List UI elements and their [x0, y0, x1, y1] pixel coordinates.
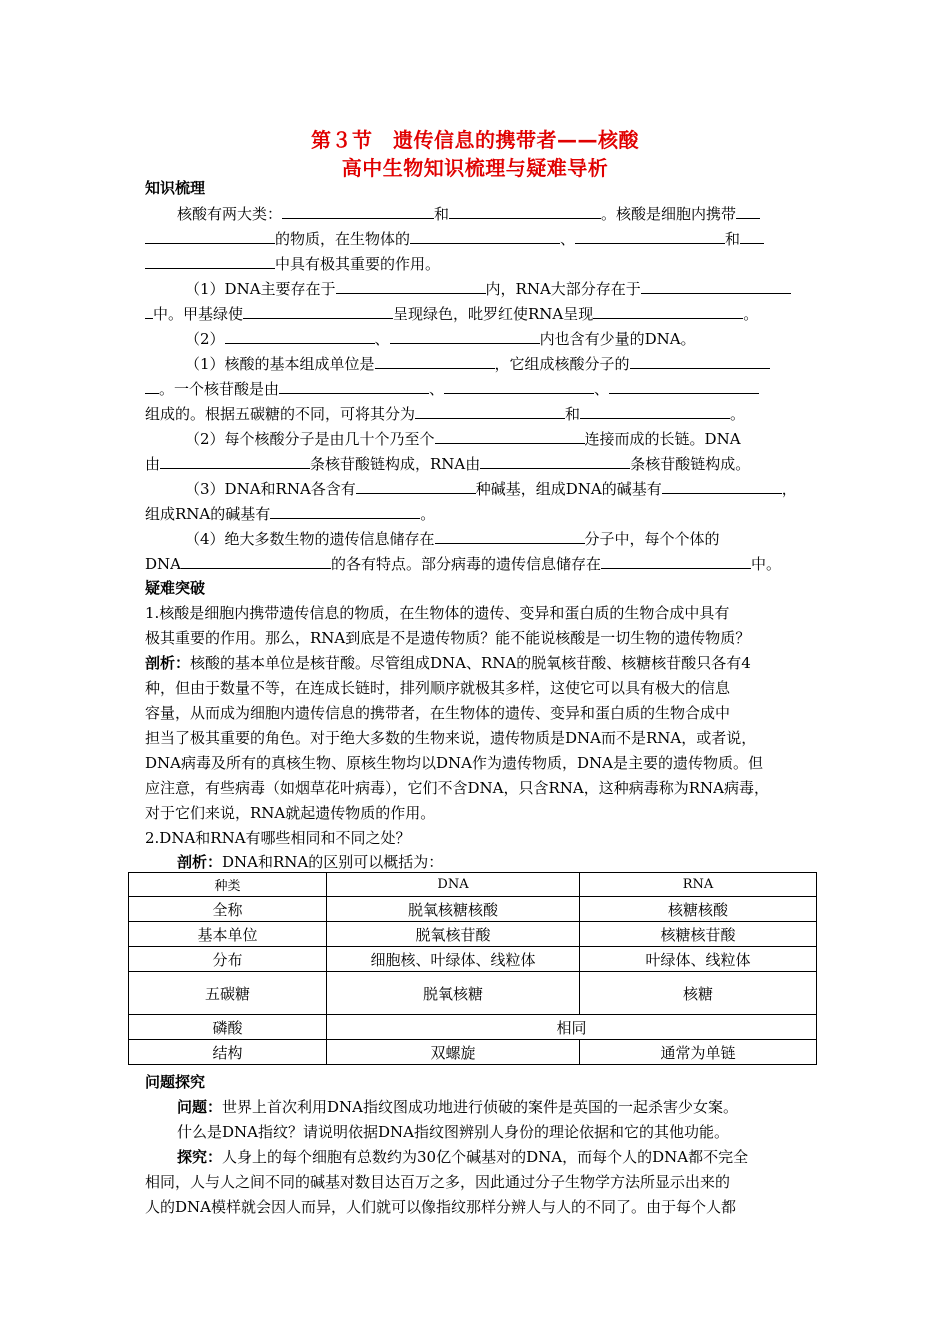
section-heading-knowledge: 知识梳理	[145, 179, 206, 197]
fill-blank[interactable]	[435, 428, 585, 444]
table-cell: 核糖	[580, 972, 817, 1015]
fill-blank[interactable]	[279, 378, 429, 394]
paragraph-line: 探究：人身上的每个细胞有总数约为30亿个碱基对的DNA，而每个人的DNA都不完全	[177, 1148, 749, 1166]
table-row	[129, 1015, 817, 1040]
paragraph-line: （2） 、 内也含有少量的DNA。	[185, 330, 696, 348]
table-cell: 磷酸	[129, 1015, 327, 1040]
fill-blank[interactable]	[740, 228, 764, 244]
paragraph-line: 极其重要的作用。那么，RNA到底是不是遗传物质？能不能说核酸是一切生物的遗传物质？	[145, 629, 751, 647]
table-row	[129, 922, 817, 947]
table-cell: 核糖核苷酸	[580, 922, 817, 947]
paragraph-line: 什么是DNA指纹？请说明依据DNA指纹图辨别人身份的理论依据和它的其他功能。	[177, 1123, 729, 1141]
fill-blank[interactable]	[145, 253, 275, 269]
table-row	[129, 1040, 817, 1065]
fill-blank[interactable]	[390, 328, 540, 344]
fill-blank[interactable]	[444, 378, 594, 394]
fill-blank[interactable]	[736, 203, 760, 219]
paragraph-line: 1.核酸是细胞内携带遗传信息的物质，在生物体的遗传、变异和蛋白质的生物合成中具有	[145, 604, 730, 622]
fill-blank[interactable]	[336, 278, 486, 294]
paragraph-line: 核酸有两大类： 和 。核酸是细胞内携带	[177, 203, 817, 224]
question-label: 问题：	[177, 1098, 223, 1116]
fill-blank[interactable]	[410, 228, 560, 244]
fill-blank[interactable]	[575, 228, 725, 244]
fill-blank[interactable]	[282, 203, 434, 219]
paragraph-line: 组成的。根据五碳糖的不同，可将其分为 和 。	[145, 405, 746, 423]
fill-blank[interactable]	[145, 378, 159, 394]
fill-blank[interactable]	[593, 303, 743, 319]
table-header-row	[129, 873, 817, 897]
table-cell: 结构	[129, 1040, 327, 1065]
paragraph-line: 人的DNA模样就会因人而异，人们就可以像指纹那样分辨人与人的不同了。由于每个人都	[145, 1198, 736, 1216]
fill-blank[interactable]	[243, 303, 393, 319]
paragraph-line: 剖析：核酸的基本单位是核苷酸。尽管组成DNA、RNA的脱氧核苷酸、核糖核苷酸只各有4	[145, 654, 751, 672]
dna-rna-comparison-table	[128, 872, 817, 1065]
paragraph-line: （1）核酸的基本组成单位是 ，它组成核酸分子的	[185, 353, 817, 374]
fill-blank[interactable]	[225, 328, 375, 344]
fill-blank[interactable]	[435, 528, 585, 544]
paragraph-line: （4）绝大多数生物的遗传信息储存在 分子中，每个个体的	[185, 530, 720, 548]
fill-blank[interactable]	[480, 453, 630, 469]
paragraph-line: 组成RNA的碱基有 。	[145, 505, 436, 523]
table-cell: 脱氧核糖	[327, 972, 580, 1015]
table-cell: 五碳糖	[129, 972, 327, 1015]
table-header-cell: RNA	[580, 873, 817, 897]
fill-blank[interactable]	[160, 453, 310, 469]
paragraph-line: 。一个核苷酸是由 、 、	[145, 378, 817, 399]
fill-blank[interactable]	[630, 353, 770, 369]
fill-blank[interactable]	[356, 478, 476, 494]
analysis-label: 剖析：	[145, 654, 191, 672]
paragraph-line: 应注意，有些病毒（如烟草花叶病毒），它们不含DNA，只含RNA，这种病毒称为RNA病毒，	[145, 779, 769, 797]
table-row	[129, 972, 817, 1015]
paragraph-line: 2.DNA和RNA有哪些相同和不同之处？	[145, 829, 411, 847]
title-line-2: 高中生物知识梳理与疑难导析	[341, 156, 609, 180]
table-cell: 双螺旋	[327, 1040, 580, 1065]
table-cell: 脱氧核苷酸	[327, 922, 580, 947]
fill-blank[interactable]	[449, 203, 601, 219]
table-cell: 分布	[129, 947, 327, 972]
paragraph-line: （2）每个核酸分子是由几十个乃至个 连接而成的长链。DNA	[185, 430, 741, 448]
table-header-cell: DNA	[327, 873, 580, 897]
paragraph-line: 容量，从而成为细胞内遗传信息的携带者，在生物体的遗传、变异和蛋白质的生物合成中	[145, 704, 731, 722]
fill-blank[interactable]	[641, 278, 791, 294]
table-cell: 细胞核、叶绿体、线粒体	[327, 947, 580, 972]
fill-blank[interactable]	[145, 228, 275, 244]
paragraph-line: （3）DNA和RNA各含有 种碱基，组成DNA的碱基有 ，	[185, 480, 797, 498]
paragraph-line: DNA病毒及所有的真核生物、原核生物均以DNA作为遗传物质，DNA是主要的遗传物质。但	[145, 754, 763, 772]
paragraph-line: 中具有极其重要的作用。	[145, 253, 817, 274]
table-cell: 全称	[129, 897, 327, 922]
table-header-cell: 种类	[129, 873, 327, 897]
paragraph-line: 剖析：DNA和RNA的区别可以概括为：	[177, 853, 444, 871]
section-heading-difficulty: 疑难突破	[145, 579, 206, 597]
table-cell: 脱氧核糖核酸	[327, 897, 580, 922]
table-cell: 核糖核酸	[580, 897, 817, 922]
table-cell: 基本单位	[129, 922, 327, 947]
table-cell: 通常为单链	[580, 1040, 817, 1065]
paragraph-line: 对于它们来说，RNA就起遗传物质的作用。	[145, 804, 436, 822]
fill-blank[interactable]	[601, 553, 751, 569]
table-cell: 叶绿体、线粒体	[580, 947, 817, 972]
paragraph-line: 中。甲基绿使 呈现绿色，吡罗红使RNA呈现 。	[145, 303, 817, 324]
table-row	[129, 897, 817, 922]
title-line-1: 第３节 遗传信息的携带者——核酸	[311, 128, 639, 152]
paragraph-line: 问题：世界上首次利用DNA指纹图成功地进行侦破的案件是英国的一起杀害少女案。	[177, 1098, 739, 1116]
fill-blank[interactable]	[145, 303, 153, 319]
fill-blank[interactable]	[375, 353, 495, 369]
fill-blank[interactable]	[580, 403, 730, 419]
paragraph-line: DNA 的各有特点。部分病毒的遗传信息储存在 中。	[145, 555, 782, 573]
paragraph-line: 由 条核苷酸链构成，RNA由 条核苷酸链构成。	[145, 455, 751, 473]
fill-blank[interactable]	[415, 403, 565, 419]
section-heading-inquiry: 问题探究	[145, 1073, 206, 1091]
paragraph-line: 的物质，在生物体的 、 和	[145, 228, 817, 249]
fill-blank[interactable]	[662, 478, 782, 494]
table-row	[129, 947, 817, 972]
table-cell: 相同	[327, 1015, 817, 1040]
paragraph-line: 相同，人与人之间不同的碱基对数目达百万之多，因此通过分子生物学方法所显示出来的	[145, 1173, 731, 1191]
paragraph-line: （1）DNA主要存在于 内，RNA大部分存在于	[185, 278, 817, 299]
analysis-label: 剖析：	[177, 853, 223, 871]
fill-blank[interactable]	[181, 553, 331, 569]
inquiry-label: 探究：	[177, 1148, 223, 1166]
paragraph-line: 种，但由于数量不等，在连成长链时，排列顺序就极其多样，这使它可以具有极大的信息	[145, 679, 731, 697]
paragraph-line: 担当了极其重要的角色。对于绝大多数的生物来说，遗传物质是DNA而不是RNA，或者说，	[145, 729, 757, 747]
fill-blank[interactable]	[270, 503, 420, 519]
fill-blank[interactable]	[609, 378, 759, 394]
